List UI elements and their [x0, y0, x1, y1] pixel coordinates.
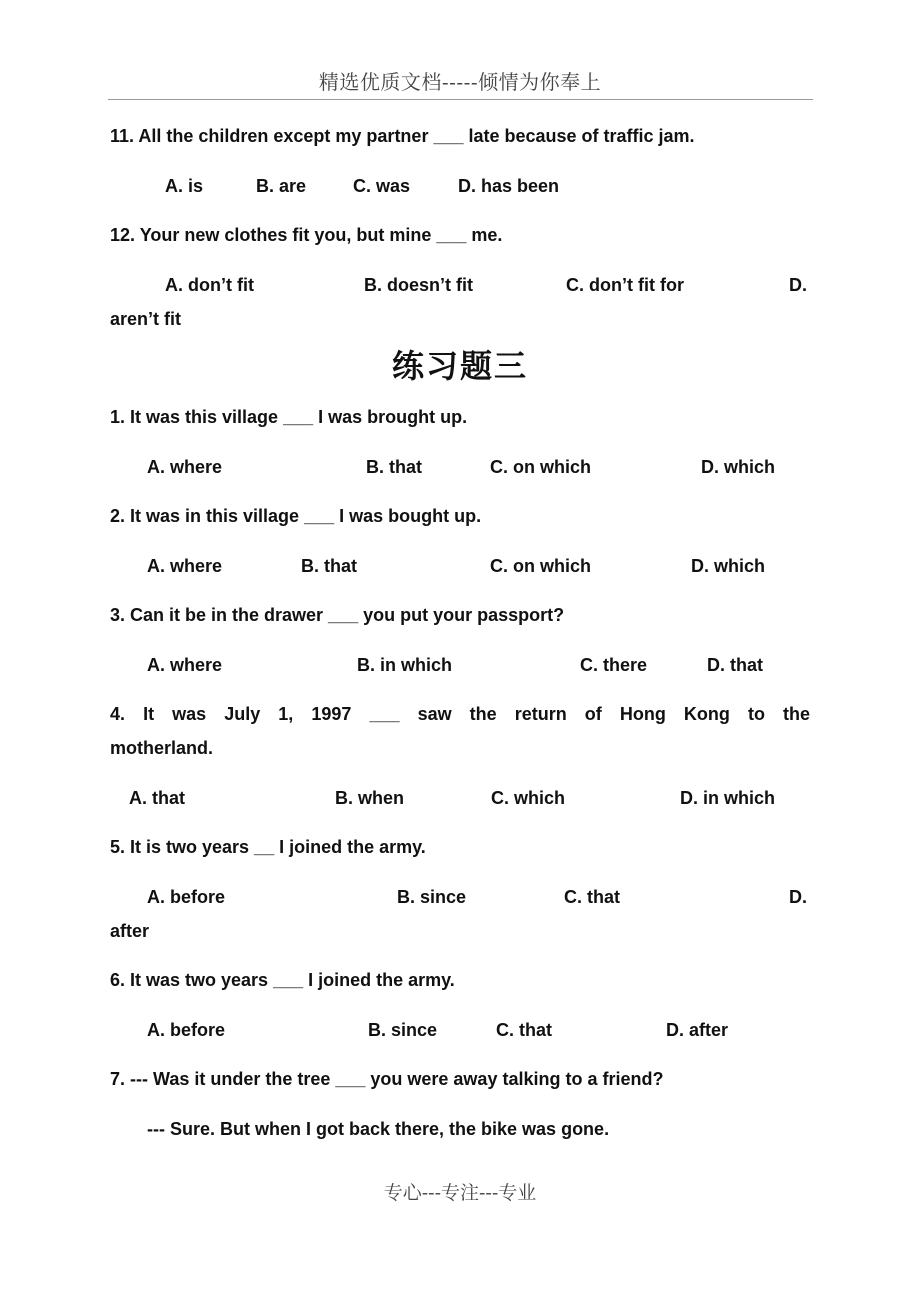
question-12-option-a: A. don’t fit	[165, 275, 254, 295]
question-3-stem: 3. Can it be in the drawer ___ you put your passport?	[110, 605, 565, 625]
question-12-option-d-text: aren’t fit	[110, 309, 182, 329]
question-3-option-a: A. where	[147, 655, 223, 675]
question-2-option-c: C. on which	[490, 556, 591, 576]
question-4-stem: 4. It was July 1, 1997 ___ saw the return of Hong Kong to the	[110, 704, 810, 724]
question-2-option-a: A. where	[147, 556, 223, 576]
header-divider	[108, 99, 813, 100]
question-5-stem: 5. It is two years __ I joined the army.	[110, 837, 426, 857]
question-12-stem: 12. Your new clothes fit you, but mine ___ me.	[110, 225, 503, 245]
question-3-option-b: B. in which	[357, 655, 453, 675]
question-12-option-b: B. doesn’t fit	[364, 275, 473, 295]
question-11-option-a: A. is	[165, 176, 204, 196]
question-12-option-c: C. don’t fit for	[566, 275, 684, 295]
question-1-option-c: C. on which	[490, 457, 591, 477]
question-1-option-a: A. where	[147, 457, 223, 477]
question-5-option-d: D.	[789, 887, 807, 907]
question-5-option-d-text: after	[110, 921, 150, 941]
page-header: 精选优质文档-----倾情为你奉上	[318, 70, 602, 94]
question-2-stem: 2. It was in this village ___ I was bought up.	[110, 506, 482, 526]
question-4-option-a: A. that	[129, 788, 185, 808]
question-4-option-d: D. in which	[680, 788, 776, 808]
question-11-stem: 11. All the children except my partner ___ late because of traffic jam.	[110, 126, 695, 146]
question-12-option-d: D.	[789, 275, 807, 295]
question-6-stem: 6. It was two years ___ I joined the army.	[110, 970, 455, 990]
question-4-stem-continued: motherland.	[110, 738, 214, 758]
question-1-stem: 1. It was this village ___ I was brought up.	[110, 407, 468, 427]
section-title: 练习题三	[391, 347, 528, 385]
question-3-option-c: C. there	[580, 655, 648, 675]
question-4-option-b: B. when	[335, 788, 405, 808]
question-11-option-c: C. was	[353, 176, 411, 196]
question-3-option-d: D. that	[707, 655, 763, 675]
question-2-option-b: B. that	[301, 556, 357, 576]
page-footer: 专心---专注---专业	[383, 1182, 537, 1204]
question-2-option-d: D. which	[691, 556, 766, 576]
question-7-stem: 7. --- Was it under the tree ___ you were away talking to a friend?	[110, 1069, 664, 1089]
question-6-option-c: C. that	[496, 1020, 552, 1040]
question-11-option-d: D. has been	[458, 176, 560, 196]
question-6-option-a: A. before	[147, 1020, 226, 1040]
question-5-option-b: B. since	[397, 887, 467, 907]
question-6-option-b: B. since	[368, 1020, 438, 1040]
question-4-option-c: C. which	[491, 788, 566, 808]
question-11-option-b: B. are	[256, 176, 307, 196]
question-5-option-c: C. that	[564, 887, 620, 907]
question-1-option-b: B. that	[366, 457, 422, 477]
question-7-reply: --- Sure. But when I got back there, the bike was gone.	[147, 1119, 610, 1139]
question-6-option-d: D. after	[666, 1020, 729, 1040]
question-1-option-d: D. which	[701, 457, 776, 477]
question-5-option-a: A. before	[147, 887, 226, 907]
